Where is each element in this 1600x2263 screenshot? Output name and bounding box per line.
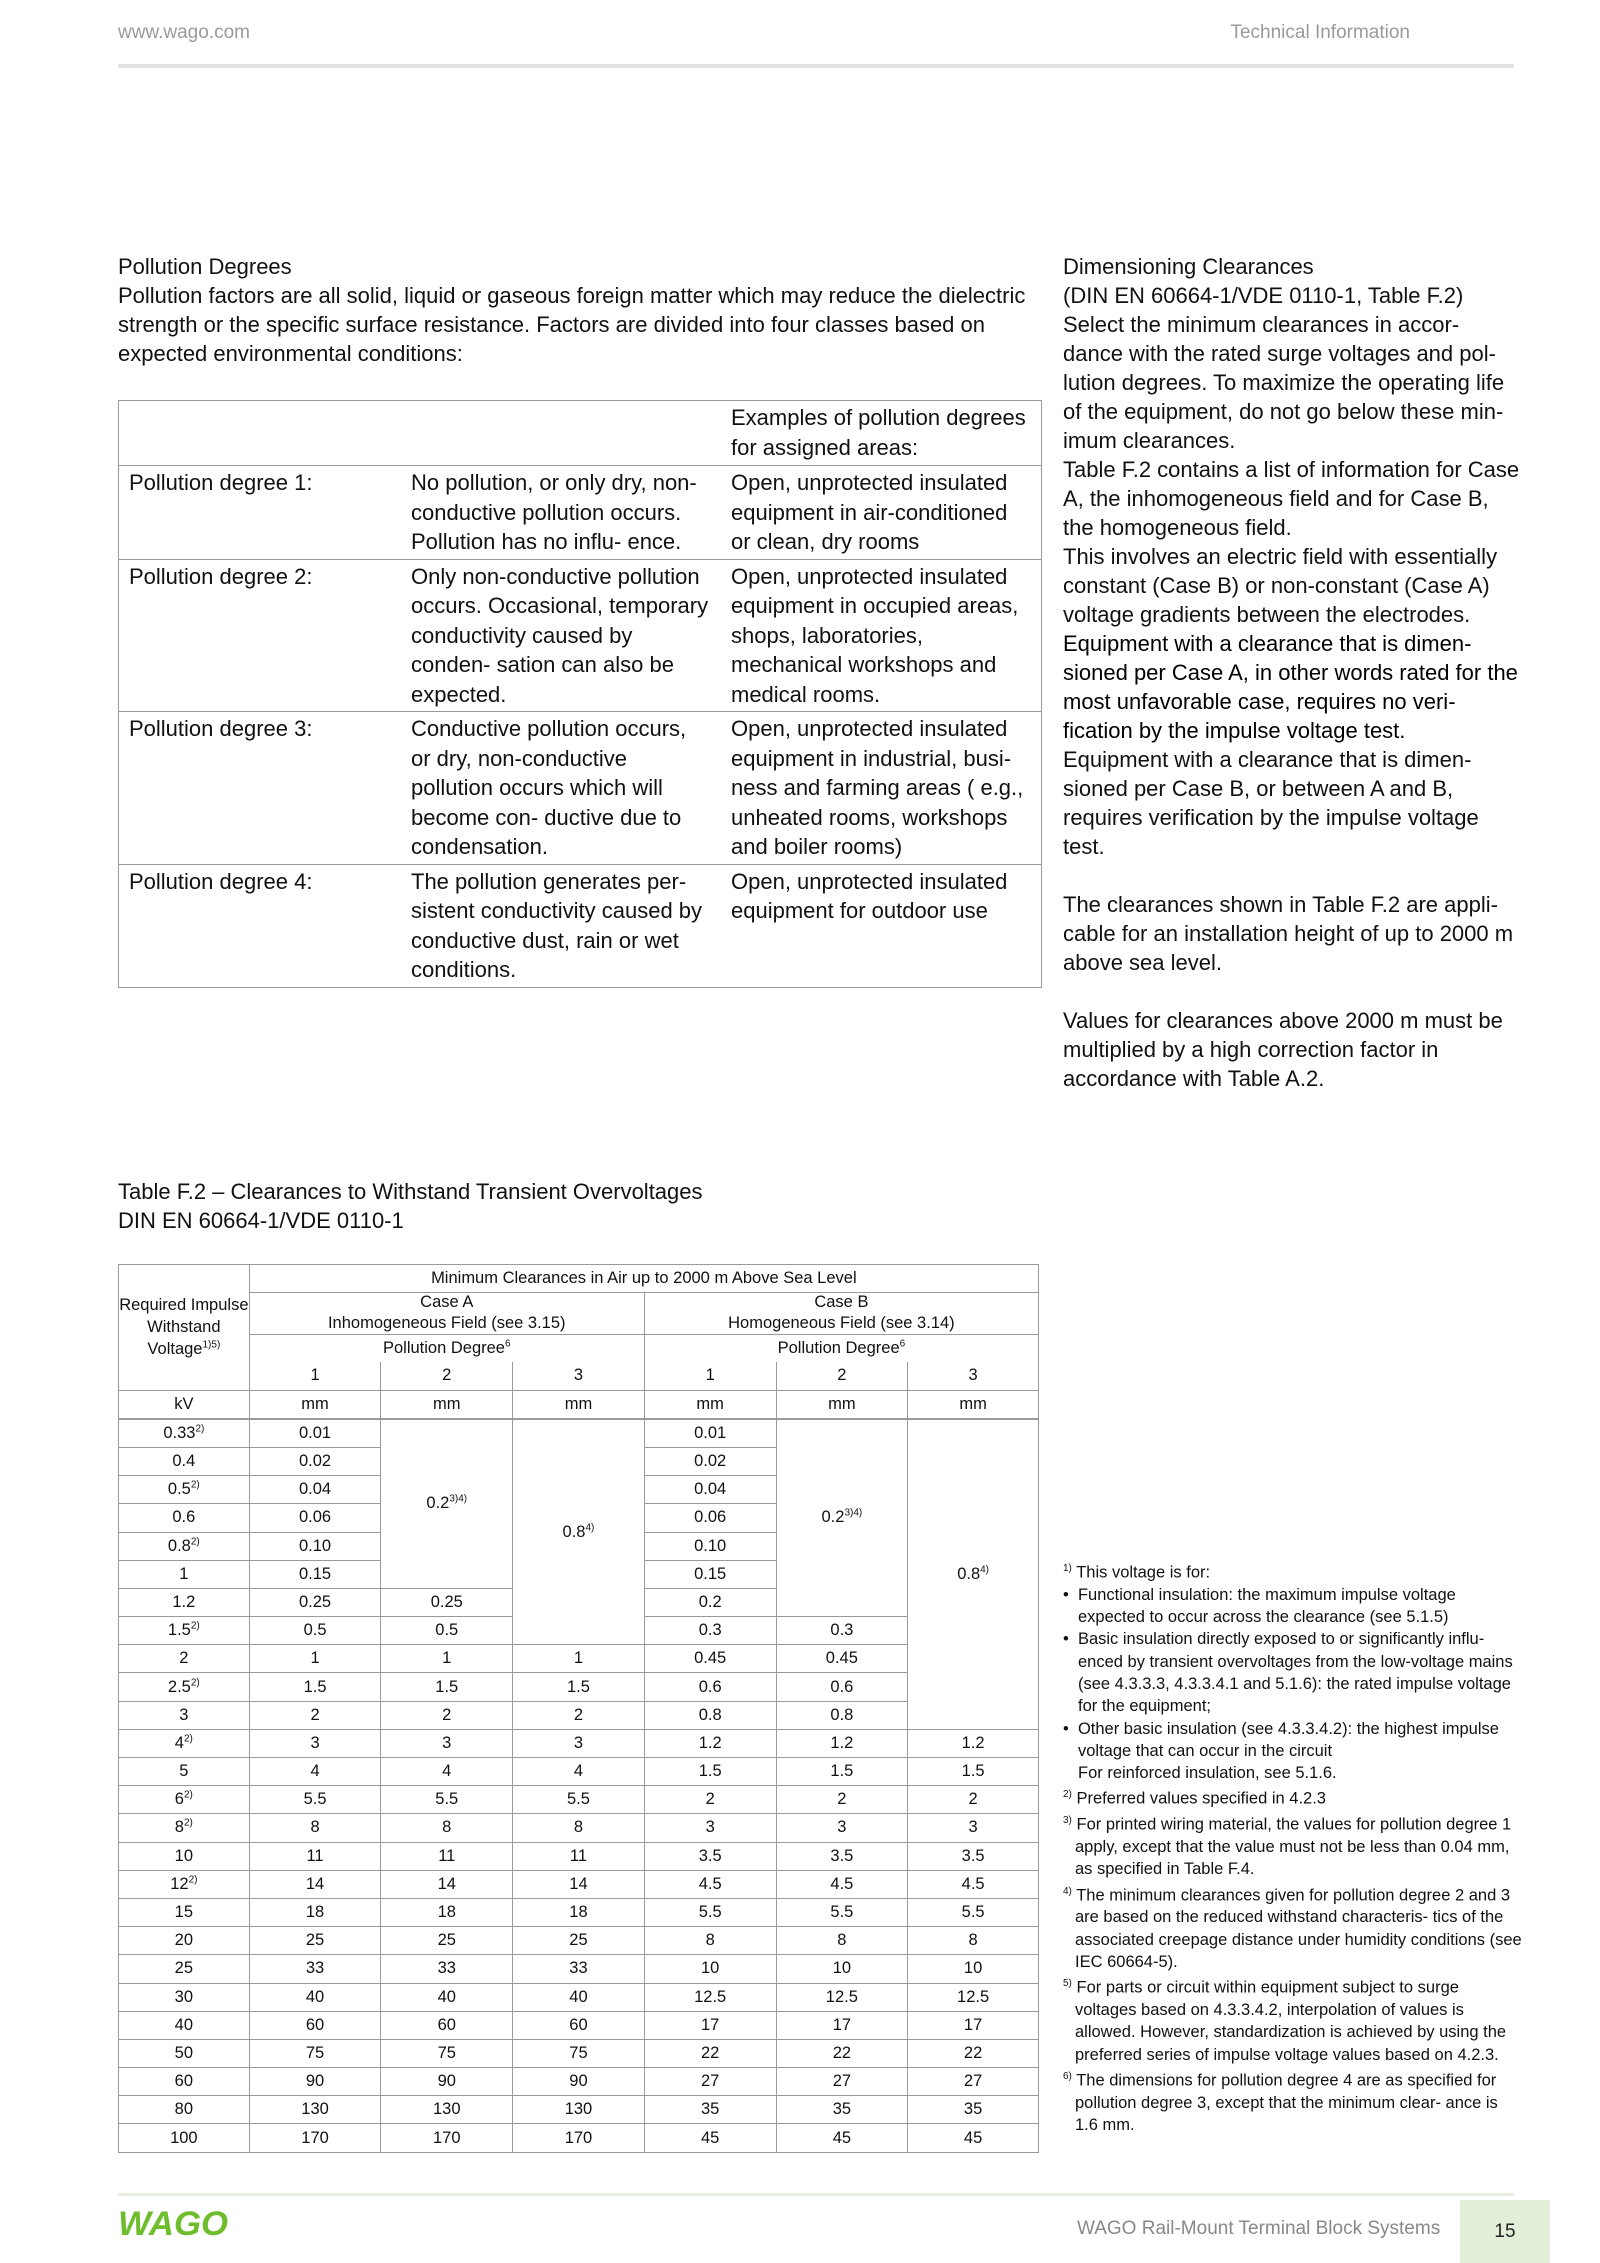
- clearances-heading: Dimensioning Clearances: [1063, 254, 1314, 279]
- cell-a1: 130: [249, 2096, 381, 2124]
- cell-kv: 12$^{2)}$: [119, 1870, 250, 1898]
- pollution-description: No pollution, or only dry, non-conductive pollution occurs. Pollution has no influ- ence.: [401, 466, 721, 560]
- cell-a3: 33: [513, 1955, 645, 1983]
- cell-b1: 17: [644, 2011, 776, 2039]
- footnote-5: $^{5)}$ For parts or circuit within equipment subject to surge voltages based on 4.3.3.4.2, interpolation of values is allowed. However, standardization is achieved by using the preferred series of impulse voltage values based on 4.2.3.: [1063, 1978, 1507, 2064]
- cell-kv: 50: [119, 2039, 250, 2067]
- cell-b1: 0.3: [644, 1617, 776, 1645]
- unit-mm: mm: [776, 1390, 908, 1419]
- cell-b3: 22: [908, 2039, 1039, 2067]
- cell-kv: 2: [119, 1645, 250, 1673]
- cell-b1: 0.15: [644, 1560, 776, 1588]
- table-row: [119, 2011, 1039, 2039]
- cell-b2: 2: [776, 1786, 908, 1814]
- unit-mm: mm: [249, 1390, 381, 1419]
- page-number: 15: [1460, 2200, 1550, 2263]
- cell-a3: 90: [513, 2068, 645, 2096]
- cell-a3: 1.5: [513, 1673, 645, 1701]
- cell-b2: 0.6: [776, 1673, 908, 1701]
- clearances-section: [1063, 252, 1523, 1093]
- cell-kv: 10: [119, 1842, 250, 1870]
- pollution-degree-header: Pollution Degree$^6$: [249, 1335, 644, 1363]
- cell-b2: 3: [776, 1814, 908, 1842]
- pollution-description: Conductive pollution occurs, or dry, non-conductive pollution occurs which will become con- ductive due to condensation.: [401, 712, 721, 865]
- cell-b2: 0.45: [776, 1645, 908, 1673]
- clearances-paragraph: This involves an electric field with essentially constant (Case B) or non-constant (Case A) voltage gradients between the electrodes.: [1063, 544, 1498, 627]
- cell-a2: 18: [381, 1898, 513, 1926]
- cell-b3-merged: 0.8$^{4)}$: [908, 1419, 1039, 1730]
- pollution-table: [118, 400, 1042, 988]
- footer-divider: [118, 2193, 1514, 2196]
- cell-a3: 1: [513, 1645, 645, 1673]
- cell-b1: 0.04: [644, 1476, 776, 1504]
- unit-mm: mm: [381, 1390, 513, 1419]
- pollution-degree-label: Pollution degree 4:: [119, 864, 402, 987]
- cell-b1: 1.5: [644, 1758, 776, 1786]
- cell-a1: 0.01: [249, 1419, 381, 1448]
- clearances-paragraph: Select the minimum clearances in accor- dance with the rated surge voltages and pol- lution degrees. To maximize the operating life of the equipment, do not go below these min- imum clearances.: [1063, 312, 1505, 453]
- cell-a1: 1: [249, 1645, 381, 1673]
- cell-a1: 0.15: [249, 1560, 381, 1588]
- cell-a2-merged: $0.2^{3)4)}$: [381, 1419, 513, 1589]
- table-row: [119, 1673, 1039, 1701]
- cell-b1: 22: [644, 2039, 776, 2067]
- cell-b1: 10: [644, 1955, 776, 1983]
- cell-b3: 4.5: [908, 1870, 1039, 1898]
- cell-b1: 5.5: [644, 1898, 776, 1926]
- unit-mm: mm: [513, 1390, 645, 1419]
- pollution-description: Only non-conductive pollution occurs. Occasional, temporary conductivity caused by conden- sation can also be expected.: [401, 559, 721, 712]
- cell-kv: 3: [119, 1701, 250, 1729]
- table-row: [119, 1419, 1039, 1448]
- cell-b1: 0.02: [644, 1447, 776, 1475]
- pollution-row: [119, 559, 1042, 712]
- cell-kv: 0.5$^{2)}$: [119, 1476, 250, 1504]
- cell-a3: 170: [513, 2124, 645, 2152]
- footnote-1-bullet: • Functional insulation: the maximum impulse voltage expected to occur across the clearance (see 5.1.5): [1063, 1585, 1456, 1627]
- cell-a2: 5.5: [381, 1786, 513, 1814]
- cell-a3: 40: [513, 1983, 645, 2011]
- cell-b2: 10: [776, 1955, 908, 1983]
- cell-kv: 0.33$^{2)}$: [119, 1419, 250, 1448]
- cell-a1: 40: [249, 1983, 381, 2011]
- pollution-row: [119, 712, 1042, 865]
- cell-a2: 11: [381, 1842, 513, 1870]
- table-row: [119, 1814, 1039, 1842]
- cell-a1: 0.5: [249, 1617, 381, 1645]
- cell-b3: 5.5: [908, 1898, 1039, 1926]
- cell-kv: 1.2: [119, 1588, 250, 1616]
- cell-a3: 60: [513, 2011, 645, 2039]
- cell-kv: 30: [119, 1983, 250, 2011]
- table-row: [119, 1701, 1039, 1729]
- cell-b1: 3: [644, 1814, 776, 1842]
- cell-a3: 75: [513, 2039, 645, 2067]
- cell-a1: 0.25: [249, 1588, 381, 1616]
- cell-b1: 0.6: [644, 1673, 776, 1701]
- cell-b3: 3: [908, 1814, 1039, 1842]
- table-f2-caption: [118, 1177, 703, 1235]
- cell-a2: 40: [381, 1983, 513, 2011]
- cell-b3: 17: [908, 2011, 1039, 2039]
- cell-b3: 12.5: [908, 1983, 1039, 2011]
- pd-col: 2: [381, 1362, 513, 1390]
- unit-row: [119, 1390, 1039, 1419]
- cell-b2: 5.5: [776, 1898, 908, 1926]
- cell-a3: 8: [513, 1814, 645, 1842]
- top-header: Minimum Clearances in Air up to 2000 m Above Sea Level: [249, 1265, 1038, 1293]
- cell-b1: 8: [644, 1927, 776, 1955]
- cell-a2: 33: [381, 1955, 513, 1983]
- pollution-degree-label: Pollution degree 1:: [119, 466, 402, 560]
- clearance-table: [118, 1264, 1039, 2153]
- cell-b3: 45: [908, 2124, 1039, 2152]
- case-b-field: Homogeneous Field (see 3.14): [644, 1312, 1038, 1335]
- cell-kv: 1: [119, 1560, 250, 1588]
- unit-mm: mm: [644, 1390, 776, 1419]
- cell-b2: 12.5: [776, 1983, 908, 2011]
- table-row: [119, 2124, 1039, 2152]
- cell-a1: 25: [249, 1927, 381, 1955]
- table-row: [119, 1645, 1039, 1673]
- cell-a1: 170: [249, 2124, 381, 2152]
- cell-a1: 90: [249, 2068, 381, 2096]
- pd-col: 1: [644, 1362, 776, 1390]
- cell-kv: 8$^{2)}$: [119, 1814, 250, 1842]
- pollution-row: [119, 864, 1042, 987]
- cell-b2: 22: [776, 2039, 908, 2067]
- table-row: [119, 1842, 1039, 1870]
- cell-kv: 0.8$^{2)}$: [119, 1532, 250, 1560]
- footnote-6: $^{6)}$ The dimensions for pollution degree 4 are as specified for pollution degree 3, except that the minimum clear- ance is 1.6 mm.: [1063, 2071, 1498, 2135]
- cell-b3: 27: [908, 2068, 1039, 2096]
- footnote-2: $^{2)}$ Preferred values specified in 4.2.3: [1063, 1789, 1326, 1808]
- cell-b1: 2: [644, 1786, 776, 1814]
- cell-a2: 60: [381, 2011, 513, 2039]
- cell-b1: 0.2: [644, 1588, 776, 1616]
- cell-a1: 3: [249, 1729, 381, 1757]
- table-row: [119, 1870, 1039, 1898]
- cell-a3: 25: [513, 1927, 645, 1955]
- header-divider: [118, 64, 1514, 68]
- cell-a2: 75: [381, 2039, 513, 2067]
- cell-a2: 1: [381, 1645, 513, 1673]
- cell-b2: 1.5: [776, 1758, 908, 1786]
- cell-a2: 25: [381, 1927, 513, 1955]
- cell-b2: 8: [776, 1927, 908, 1955]
- clearances-paragraph: The clearances shown in Table F.2 are appli- cable for an installation height of up to 2000 m above sea level.: [1063, 892, 1514, 975]
- pollution-degree-label: Pollution degree 3:: [119, 712, 402, 865]
- table-row: [119, 1955, 1039, 1983]
- cell-a2: 3: [381, 1729, 513, 1757]
- cell-a2: 0.5: [381, 1617, 513, 1645]
- cell-b3: 10: [908, 1955, 1039, 1983]
- cell-a1: 18: [249, 1898, 381, 1926]
- cell-a3: 5.5: [513, 1786, 645, 1814]
- cell-b1: 0.01: [644, 1419, 776, 1448]
- cell-b1: 3.5: [644, 1842, 776, 1870]
- cell-b1: 12.5: [644, 1983, 776, 2011]
- pollution-examples: Open, unprotected insulated equipment in occupied areas, shops, laboratories, mechanical workshops and medical rooms.: [721, 559, 1042, 712]
- pollution-degree-header: Pollution Degree$^6$: [644, 1335, 1038, 1363]
- cell-b2: 1.2: [776, 1729, 908, 1757]
- wago-logo: [118, 2208, 230, 2238]
- cell-kv: 0.6: [119, 1504, 250, 1532]
- case-a-field: Inhomogeneous Field (see 3.15): [249, 1312, 644, 1335]
- cell-b3: 8: [908, 1927, 1039, 1955]
- cell-a1: 14: [249, 1870, 381, 1898]
- cell-kv: 80: [119, 2096, 250, 2124]
- cell-a1: 1.5: [249, 1673, 381, 1701]
- cell-a2: 0.25: [381, 1588, 513, 1616]
- footnote-1-continuation: For reinforced insulation, see 5.1.6.: [1078, 1764, 1337, 1783]
- pollution-heading: Pollution Degrees: [118, 254, 292, 279]
- cell-b1: 35: [644, 2096, 776, 2124]
- cell-b2: 35: [776, 2096, 908, 2124]
- cell-b3: 1.5: [908, 1758, 1039, 1786]
- pollution-section: [118, 252, 1043, 368]
- pollution-degree-label: Pollution degree 2:: [119, 559, 402, 712]
- cell-a2: 1.5: [381, 1673, 513, 1701]
- header-section: Technical Information: [1230, 22, 1410, 43]
- footnote-1-bullet: • Basic insulation directly exposed to or significantly influ- enced by transient overvoltages from the low-voltage mains (see 4.3.3.3, 4.3.3.4.1 and 5.1.6): the rated impulse voltage for the equipment;: [1063, 1630, 1513, 1716]
- cell-a3: 14: [513, 1870, 645, 1898]
- cell-a1: 75: [249, 2039, 381, 2067]
- cell-b2: 4.5: [776, 1870, 908, 1898]
- pd-col: 3: [908, 1362, 1039, 1390]
- cell-a1: 0.06: [249, 1504, 381, 1532]
- pd-col: 1: [249, 1362, 381, 1390]
- cell-a2: 4: [381, 1758, 513, 1786]
- cell-kv: 40: [119, 2011, 250, 2039]
- cell-kv: 20: [119, 1927, 250, 1955]
- cell-a2: 2: [381, 1701, 513, 1729]
- table-row: [119, 1758, 1039, 1786]
- clearances-paragraph: Equipment with a clearance that is dimen- sioned per Case B, or between A and B, requires verification by the impulse voltage test.: [1063, 747, 1479, 859]
- pollution-examples: Open, unprotected insulated equipment for outdoor use: [721, 864, 1042, 987]
- table-row: [119, 2096, 1039, 2124]
- cell-a3: 18: [513, 1898, 645, 1926]
- cell-b3: 3.5: [908, 1842, 1039, 1870]
- svg-text:WAGO: WAGO: [118, 2208, 228, 2238]
- cell-a3: 4: [513, 1758, 645, 1786]
- table-row: [119, 2039, 1039, 2067]
- cell-a1: 5.5: [249, 1786, 381, 1814]
- cell-a1: 33: [249, 1955, 381, 1983]
- clearances-emphasis: Equipment with a clearance that is dimen- sioned per Case A, in other words rated for the most unfavorable case, requires no veri- fication by the impulse voltage test.: [1063, 631, 1518, 743]
- pd-col: 3: [513, 1362, 645, 1390]
- footnote-3: $^{3)}$ For printed wiring material, the values for pollution degree 1 apply, except that the value must not be less than 0.04 mm, as specified in Table F.4.: [1063, 1815, 1512, 1879]
- cell-a3: 130: [513, 2096, 645, 2124]
- cell-b1: 45: [644, 2124, 776, 2152]
- clearances-paragraph: Table F.2 contains a list of information for Case A, the inhomogeneous field and for Case B, the homogeneous field.: [1063, 457, 1520, 540]
- pollution-row: [119, 466, 1042, 560]
- clearances-subheading: (DIN EN 60664-1/VDE 0110-1, Table F.2): [1063, 283, 1464, 308]
- cell-b2: 17: [776, 2011, 908, 2039]
- table-f2-subtitle: DIN EN 60664-1/VDE 0110-1: [118, 1208, 404, 1233]
- cell-a2: 8: [381, 1814, 513, 1842]
- cell-a1: 8: [249, 1814, 381, 1842]
- pollution-table-header: Examples of pollution degrees for assigned areas:: [721, 401, 1042, 466]
- cell-kv: 60: [119, 2068, 250, 2096]
- unit-mm: mm: [908, 1390, 1039, 1419]
- cell-a2: 130: [381, 2096, 513, 2124]
- cell-b1: 0.06: [644, 1504, 776, 1532]
- footnotes: [1063, 1558, 1523, 2136]
- table-row: [119, 1983, 1039, 2011]
- cell-b1: 27: [644, 2068, 776, 2096]
- cell-b1: 0.8: [644, 1701, 776, 1729]
- footnote-1: $^{1)}$ This voltage is for:: [1063, 1563, 1211, 1582]
- cell-kv: 6$^{2)}$: [119, 1786, 250, 1814]
- cell-a2: 170: [381, 2124, 513, 2152]
- pollution-examples: Open, unprotected insulated equipment in air-conditioned or clean, dry rooms: [721, 466, 1042, 560]
- cell-b2: 0.8: [776, 1701, 908, 1729]
- cell-kv: 4$^{2)}$: [119, 1729, 250, 1757]
- table-row: [119, 1786, 1039, 1814]
- cell-b2: 0.3: [776, 1617, 908, 1645]
- cell-a1: 0.02: [249, 1447, 381, 1475]
- cell-b3: 2: [908, 1786, 1039, 1814]
- cell-a3: 11: [513, 1842, 645, 1870]
- table-row: [119, 1729, 1039, 1757]
- cell-a1: 2: [249, 1701, 381, 1729]
- cell-b2: 3.5: [776, 1842, 908, 1870]
- cell-a3-merged: 0.8$^{4)}$: [513, 1419, 645, 1645]
- cell-kv: 25: [119, 1955, 250, 1983]
- cell-a3: 3: [513, 1729, 645, 1757]
- cell-kv: 1.5$^{2)}$: [119, 1617, 250, 1645]
- case-a-header: Case A: [249, 1293, 644, 1313]
- header-url: www.wago.com: [118, 22, 250, 43]
- cell-kv: 100: [119, 2124, 250, 2152]
- clearances-paragraph: Values for clearances above 2000 m must be multiplied by a high correction factor in accordance with Table A.2.: [1063, 1008, 1503, 1091]
- cell-a1: 0.04: [249, 1476, 381, 1504]
- cell-b2-merged: $0.2^{3)4)}$: [776, 1419, 908, 1617]
- cell-kv: 5: [119, 1758, 250, 1786]
- cell-a1: 11: [249, 1842, 381, 1870]
- pollution-intro: Pollution factors are all solid, liquid or gaseous foreign matter which may reduce the dielectric strength or the specific surface resistance. Factors are divided into four classes based on expected environmental conditions:: [118, 283, 1026, 366]
- cell-b2: 27: [776, 2068, 908, 2096]
- table-row: [119, 2068, 1039, 2096]
- pollution-description: The pollution generates per- sistent conductivity caused by conductive dust, rain or wet conditions.: [401, 864, 721, 987]
- cell-b3: 35: [908, 2096, 1039, 2124]
- cell-a1: 60: [249, 2011, 381, 2039]
- pollution-examples: Open, unprotected insulated equipment in industrial, busi- ness and farming areas ( e.g., unheated rooms, workshops and boiler rooms): [721, 712, 1042, 865]
- cell-b3: 1.2: [908, 1729, 1039, 1757]
- footer-title: WAGO Rail-Mount Terminal Block Systems: [1077, 2218, 1441, 2239]
- cell-a1: 0.10: [249, 1532, 381, 1560]
- cell-a3: 2: [513, 1701, 645, 1729]
- cell-kv: 2.5$^{2)}$: [119, 1673, 250, 1701]
- unit-kv: kV: [119, 1390, 250, 1419]
- table-f2-title: Table F.2 – Clearances to Withstand Transient Overvoltages: [118, 1179, 703, 1204]
- pollution-table-header-row: [119, 401, 1042, 466]
- footnote-4: $^{4)}$ The minimum clearances given for pollution degree 2 and 3 are based on the reduced withstand characteris- tics of the associated creepage distance under humidity conditions (see IEC 60664-5).: [1063, 1885, 1522, 1972]
- pd-col: 2: [776, 1362, 908, 1390]
- cell-b2: 45: [776, 2124, 908, 2152]
- cell-a1: 4: [249, 1758, 381, 1786]
- cell-b1: 4.5: [644, 1870, 776, 1898]
- cell-a2: 90: [381, 2068, 513, 2096]
- footnote-1-bullet: • Other basic insulation (see 4.3.3.4.2): the highest impulse voltage that can occur in the circuit: [1063, 1719, 1499, 1760]
- table-row: [119, 1898, 1039, 1926]
- cell-b1: 1.2: [644, 1729, 776, 1757]
- cell-a2: 14: [381, 1870, 513, 1898]
- cell-b1: 0.10: [644, 1532, 776, 1560]
- cell-kv: 0.4: [119, 1447, 250, 1475]
- cell-kv: 15: [119, 1898, 250, 1926]
- cell-b1: 0.45: [644, 1645, 776, 1673]
- required-voltage-header: Required Impulse Withstand Voltage$^{1)5)}$: [119, 1265, 250, 1391]
- table-row: [119, 1927, 1039, 1955]
- case-b-header: Case B: [644, 1293, 1038, 1313]
